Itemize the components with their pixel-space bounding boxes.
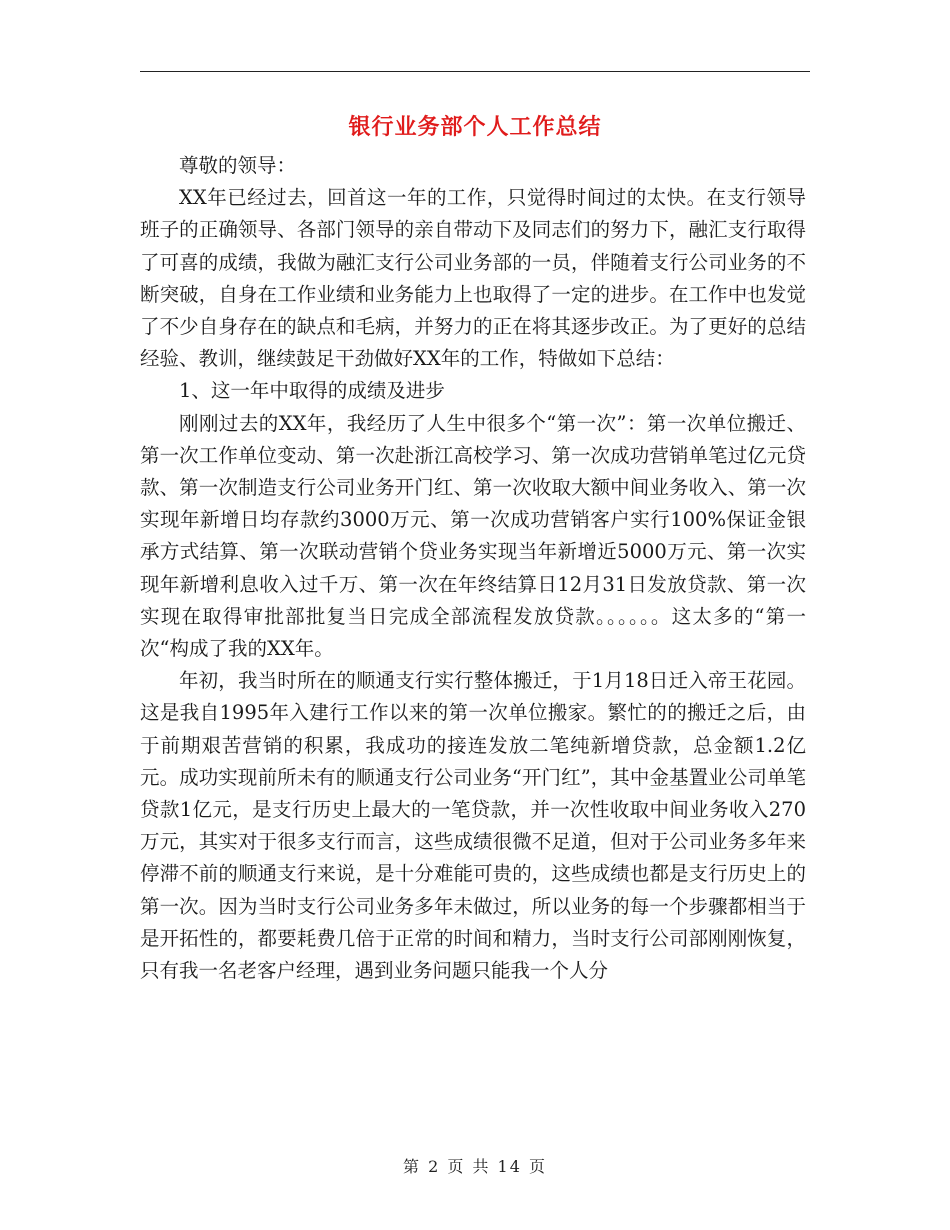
paragraph-intro: XX年已经过去，回首这一年的工作，只觉得时间过的太快。在支行领导班子的正确领导、各部门领导的亲自带动下及同志们的努力下，融汇支行取得了可喜的成绩，我做为融汇支行公司业务部的一员，伴随着支行公司业务的不断突破，自身在工作业绩和业务能力上也取得了一定的进步。在工作中也发觉了不少自身存在的缺点和毛病，并努力的正在将其逐步改正。为了更好的总结经验、教训，继续鼓足干劲做好XX年的工作，特做如下总结： (140, 186, 806, 371)
document-title: 银行业务部个人工作总结 (348, 114, 602, 140)
header-rule (140, 71, 810, 72)
section-heading: 1、这一年中取得的成绩及进步 (179, 379, 445, 403)
paragraph-relocation: 年初，我当时所在的顺通支行实行整体搬迁，于1月18日迁入帝王花园。这是我自1995年入建行工作以来的第一次单位搬家。繁忙的的搬迁之后，由于前期艰苦营销的积累，我成功的接连发放二笔纯新增贷款，总金额1.2亿元。成功实现前所未有的顺通支行公司业务“开门红”，其中金基置业公司单笔贷款1亿元，是支行历史上最大的一笔贷款，并一次性收取中间业务收入270万元，其实对于很多支行而言，这些成绩很微不足道，但对于公司业务多年来停滞不前的顺通支行来说，是十分难能可贵的，这些成绩也都是支行历史上的第一次。因为当时支行公司业务多年未做过，所以业务的每一个步骤都相当于是开拓性的，都要耗费几倍于正常的时间和精力，当时支行公司部刚刚恢复，只有我一名老客户经理，遇到业务问题只能我一个人分 (140, 669, 806, 983)
paragraph-firsts: 刚刚过去的XX年，我经历了人生中很多个“第一次”：第一次单位搬迁、第一次工作单位变动、第一次赴浙江高校学习、第一次成功营销单笔过亿元贷款、第一次制造支行公司业务开门红、第一次收取大额中间业务收入、第一次实现年新增日均存款约3000万元、第一次成功营销客户实行100%保证金银承方式结算、第一次联动营销个贷业务实现当年新增近5000万元、第一次实现年新增利息收入过千万、第一次在年终结算日12月31日发放贷款、第一次实现在取得审批部批复当日完成全部流程发放贷款。。。。。。这太多的“第一次“构成了我的XX年。 (140, 411, 806, 661)
page-number: 第 2 页 共 14 页 (403, 1157, 547, 1176)
salutation: 尊敬的领导： (179, 154, 297, 177)
document-body (140, 150, 806, 987)
